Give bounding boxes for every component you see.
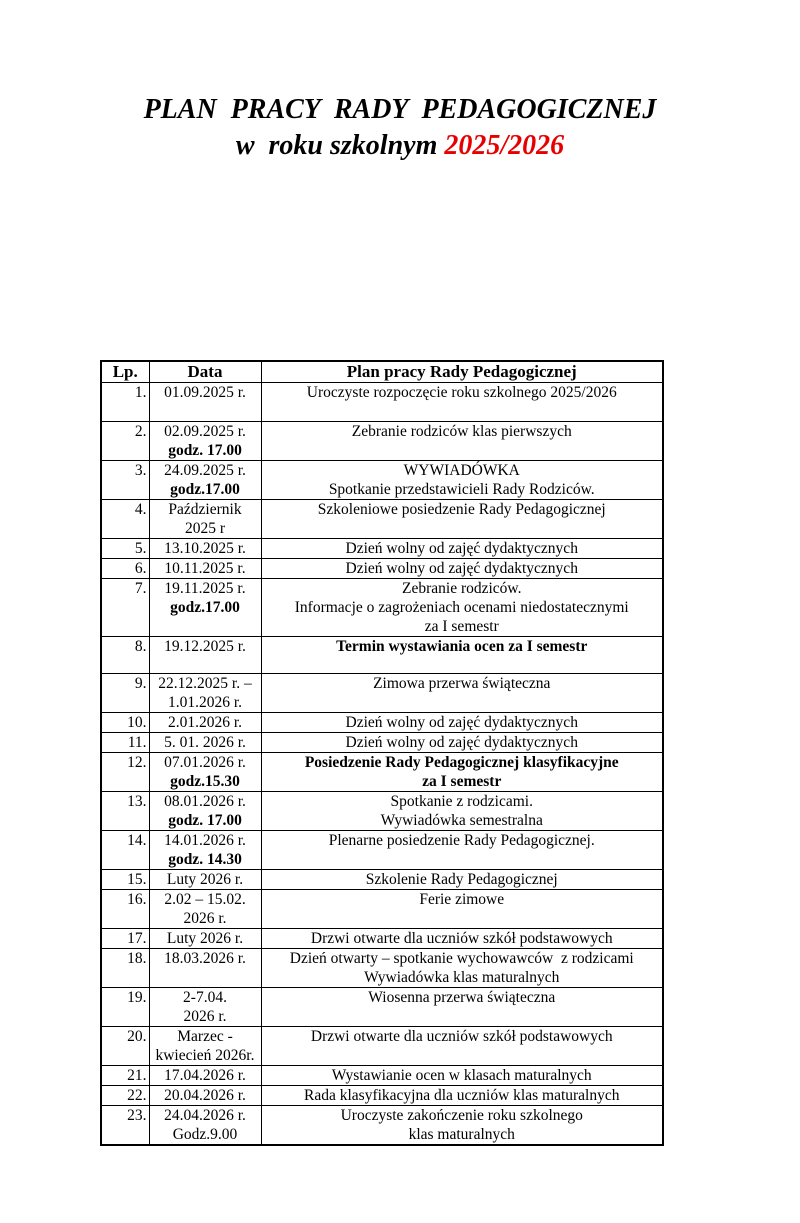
date-line: 22.12.2025 r. –	[158, 675, 252, 692]
date-cell	[149, 949, 261, 988]
plan-cell	[261, 637, 663, 674]
date-cell	[149, 674, 261, 713]
plan-line: Uroczyste zakończenie roku szkolnego	[340, 1107, 583, 1124]
plan-cell	[261, 461, 663, 500]
header-cell-plan: Plan pracy Rady Pedagogicznej	[261, 361, 663, 383]
table-row	[101, 1106, 663, 1146]
plan-line: Dzień wolny od zajęć dydaktycznych	[345, 734, 578, 751]
plan-line: Zebranie rodziców.	[402, 580, 522, 597]
table-row	[101, 674, 663, 713]
table-row	[101, 929, 663, 949]
page-title	[0, 92, 800, 165]
plan-cell	[261, 890, 663, 929]
work-plan-table	[100, 360, 664, 1146]
lp-cell: 19.	[101, 988, 149, 1027]
table-row	[101, 870, 663, 890]
plan-line: Wystawianie ocen w klasach maturalnych	[331, 1067, 592, 1084]
plan-line: Dzień wolny od zajęć dydaktycznych	[345, 560, 578, 577]
plan-cell	[261, 539, 663, 559]
date-line: 1.01.2026 r.	[167, 694, 243, 711]
date-line: Marzec -	[177, 1028, 233, 1045]
plan-line: Uroczyste rozpoczęcie roku szkolnego 2025/2026	[306, 384, 617, 401]
plan-line: Rada klasyfikacyjna dla uczniów klas maturalnych	[304, 1087, 620, 1104]
table-row	[101, 383, 663, 422]
plan-cell	[261, 1027, 663, 1066]
lp-cell: 14.	[101, 831, 149, 870]
date-cell	[149, 1086, 261, 1106]
title-school-year-label: w roku szkolnym	[235, 130, 445, 162]
date-line: godz. 17.00	[168, 812, 242, 829]
date-cell	[149, 988, 261, 1027]
plan-cell	[261, 870, 663, 890]
plan-line: Dzień otwarty – spotkanie wychowawców z rodzicami	[289, 950, 634, 967]
table-row	[101, 1027, 663, 1066]
table-row	[101, 461, 663, 500]
plan-line: Szkoleniowe posiedzenie Rady Pedagogicznej	[317, 501, 606, 518]
plan-line: Termin wystawiania ocen za I semestr	[336, 638, 588, 655]
table-row	[101, 713, 663, 733]
plan-cell	[261, 1066, 663, 1086]
lp-cell: 4.	[101, 500, 149, 539]
date-line: 2025 r	[184, 520, 226, 537]
table-row	[101, 890, 663, 929]
plan-cell	[261, 753, 663, 792]
plan-line: Spotkanie przedstawicieli Rady Rodziców.	[328, 481, 595, 498]
plan-cell	[261, 674, 663, 713]
title-year: 2025/2026	[444, 130, 565, 162]
plan-line: WYWIADÓWKA	[403, 462, 520, 479]
date-line: 17.04.2026 r.	[164, 1067, 246, 1084]
plan-cell	[261, 1106, 663, 1146]
lp-cell: 9.	[101, 674, 149, 713]
lp-cell: 23.	[101, 1106, 149, 1146]
date-line: 2026 r.	[183, 1008, 227, 1025]
lp-cell: 20.	[101, 1027, 149, 1066]
date-line: 2-7.04.	[183, 989, 227, 1006]
work-plan-table-container	[100, 360, 664, 1146]
plan-cell	[261, 831, 663, 870]
table-row	[101, 753, 663, 792]
date-cell	[149, 539, 261, 559]
plan-cell	[261, 422, 663, 461]
date-line: 02.09.2025 r.	[164, 423, 246, 440]
lp-cell: 15.	[101, 870, 149, 890]
date-cell	[149, 579, 261, 637]
lp-cell: 11.	[101, 733, 149, 753]
lp-cell: 5.	[101, 539, 149, 559]
plan-line: Wywiadówka klas maturalnych	[364, 969, 560, 986]
lp-cell: 2.	[101, 422, 149, 461]
date-line: Październik	[168, 501, 242, 518]
date-line: 20.04.2026 r.	[164, 1087, 246, 1104]
table-header-row	[101, 361, 663, 383]
date-cell	[149, 422, 261, 461]
table-row	[101, 637, 663, 674]
lp-cell: 18.	[101, 949, 149, 988]
date-cell	[149, 713, 261, 733]
plan-cell	[261, 733, 663, 753]
lp-cell: 16.	[101, 890, 149, 929]
plan-line: Wiosenna przerwa świąteczna	[368, 989, 556, 1006]
date-line: 2.01.2026 r.	[167, 714, 243, 731]
plan-cell	[261, 579, 663, 637]
table-row	[101, 949, 663, 988]
lp-cell: 12.	[101, 753, 149, 792]
date-line: 5. 01. 2026 r.	[164, 734, 246, 751]
table-row	[101, 792, 663, 831]
plan-cell	[261, 929, 663, 949]
date-line: 2026 r.	[183, 910, 227, 927]
plan-line: Drzwi otwarte dla uczniów szkół podstawowych	[310, 1028, 613, 1045]
plan-cell	[261, 383, 663, 422]
date-cell	[149, 870, 261, 890]
plan-cell	[261, 713, 663, 733]
date-cell	[149, 733, 261, 753]
date-cell	[149, 500, 261, 539]
date-cell	[149, 1106, 261, 1146]
table-row	[101, 1066, 663, 1086]
date-cell	[149, 637, 261, 674]
date-line: godz.17.00	[170, 481, 240, 498]
table-row	[101, 539, 663, 559]
plan-line: Dzień wolny od zajęć dydaktycznych	[345, 714, 578, 731]
date-cell	[149, 383, 261, 422]
lp-cell: 22.	[101, 1086, 149, 1106]
date-line: 08.01.2026 r.	[164, 793, 246, 810]
date-line: kwiecień 2026r.	[155, 1047, 255, 1064]
plan-line: Posiedzenie Rady Pedagogicznej klasyfikacyjne	[304, 754, 619, 771]
date-cell	[149, 1066, 261, 1086]
date-line: 14.01.2026 r.	[164, 832, 246, 849]
plan-cell	[261, 559, 663, 579]
table-row	[101, 831, 663, 870]
plan-cell	[261, 792, 663, 831]
date-cell	[149, 753, 261, 792]
header-cell-lp: Lp.	[101, 361, 149, 383]
date-line: 19.12.2025 r.	[164, 638, 246, 655]
header-cell-data: Data	[149, 361, 261, 383]
table-row	[101, 1086, 663, 1106]
date-line: Luty 2026 r.	[166, 871, 244, 888]
date-cell	[149, 831, 261, 870]
table-row	[101, 422, 663, 461]
date-line: 2.02 – 15.02.	[164, 891, 246, 908]
lp-cell: 17.	[101, 929, 149, 949]
plan-line: Drzwi otwarte dla uczniów szkół podstawowych	[310, 930, 613, 947]
plan-line: Zebranie rodziców klas pierwszych	[351, 423, 572, 440]
plan-cell	[261, 988, 663, 1027]
date-cell	[149, 890, 261, 929]
date-line: 10.11.2025 r.	[164, 560, 246, 577]
plan-line: za I semestr	[422, 773, 502, 790]
plan-line: Zimowa przerwa świąteczna	[373, 675, 551, 692]
lp-cell: 13.	[101, 792, 149, 831]
date-cell	[149, 792, 261, 831]
date-line: Godz.9.00	[172, 1126, 238, 1143]
date-line: 01.09.2025 r.	[164, 384, 246, 401]
date-cell	[149, 929, 261, 949]
lp-cell: 21.	[101, 1066, 149, 1086]
date-line: 07.01.2026 r.	[164, 754, 246, 771]
table-row	[101, 559, 663, 579]
date-line: 19.11.2025 r.	[164, 580, 246, 597]
lp-cell: 7.	[101, 579, 149, 637]
date-line: godz.15.30	[170, 773, 240, 790]
plan-line: klas maturalnych	[408, 1126, 515, 1143]
plan-line: Plenarne posiedzenie Rady Pedagogicznej.	[328, 832, 595, 849]
table-row	[101, 500, 663, 539]
lp-cell: 8.	[101, 637, 149, 674]
date-line: godz. 17.00	[168, 442, 242, 459]
title-line-1: PLAN PRACY RADY PEDAGOGICZNEJ	[143, 94, 657, 125]
plan-line: Dzień wolny od zajęć dydaktycznych	[345, 540, 578, 557]
lp-cell: 3.	[101, 461, 149, 500]
date-line: godz.17.00	[170, 599, 240, 616]
date-line: godz. 14.30	[168, 851, 242, 868]
table-row	[101, 733, 663, 753]
date-line: Luty 2026 r.	[166, 930, 244, 947]
table-row	[101, 988, 663, 1027]
lp-cell: 1.	[101, 383, 149, 422]
plan-line: za I semestr	[424, 618, 499, 635]
plan-line: Wywiadówka semestralna	[380, 812, 543, 829]
plan-line: Ferie zimowe	[419, 891, 505, 908]
lp-cell: 10.	[101, 713, 149, 733]
date-cell	[149, 1027, 261, 1066]
plan-cell	[261, 949, 663, 988]
table-body	[101, 383, 663, 1146]
plan-line: Spotkanie z rodzicami.	[390, 793, 533, 810]
date-line: 24.09.2025 r.	[164, 462, 246, 479]
date-line: 13.10.2025 r.	[164, 540, 246, 557]
date-line: 18.03.2026 r.	[164, 950, 246, 967]
date-line: 24.04.2026 r.	[164, 1107, 246, 1124]
plan-line: Szkolenie Rady Pedagogicznej	[365, 871, 558, 888]
plan-cell	[261, 1086, 663, 1106]
plan-line: Informacje o zagrożeniach ocenami niedostatecznymi	[294, 599, 629, 616]
lp-cell: 6.	[101, 559, 149, 579]
table-row	[101, 579, 663, 637]
title-line-2	[0, 128, 800, 164]
plan-cell	[261, 500, 663, 539]
date-cell	[149, 559, 261, 579]
date-cell	[149, 461, 261, 500]
